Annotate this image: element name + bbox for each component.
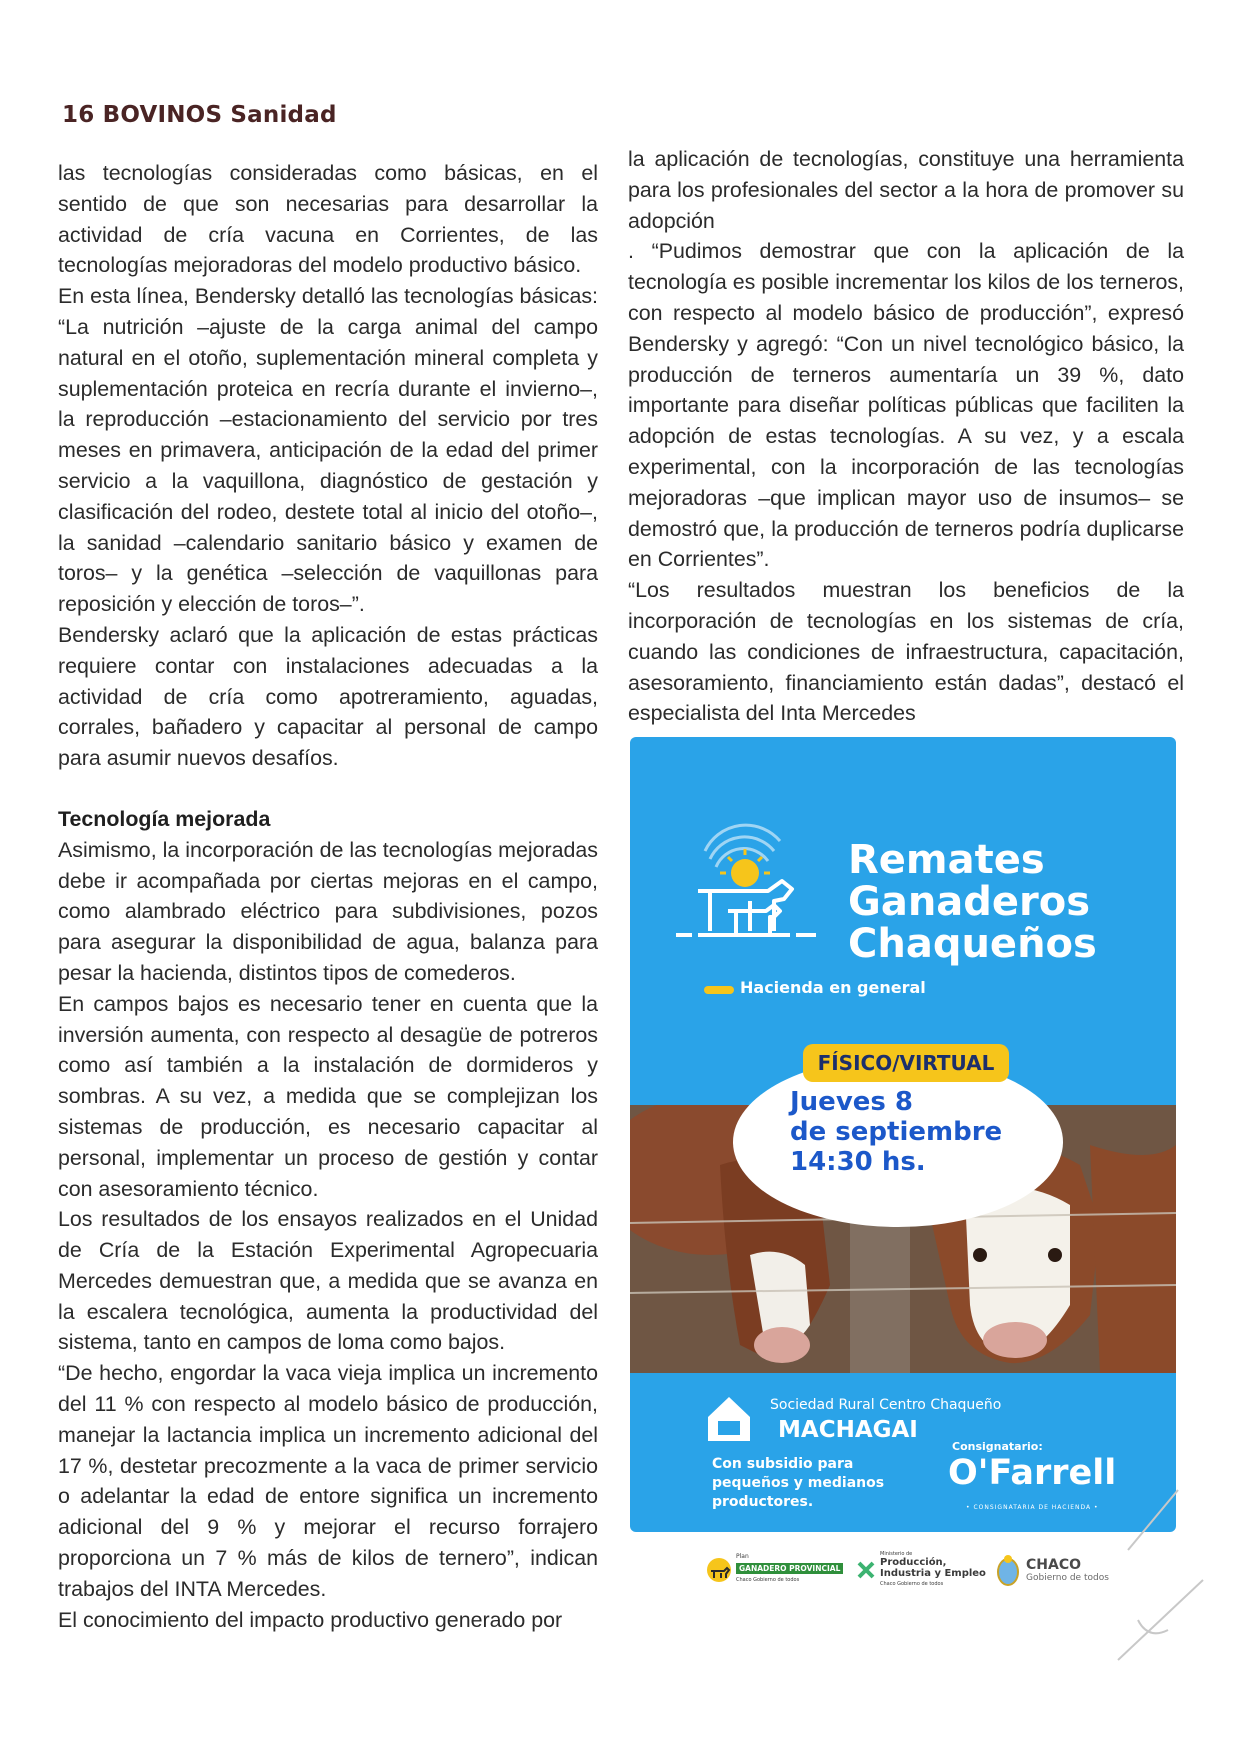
cow-logo-icon xyxy=(706,1557,732,1583)
x-logo-icon xyxy=(856,1560,876,1580)
poster-subtitle: Hacienda en general xyxy=(740,978,926,997)
paragraph: . “Pudimos demostrar que con la aplicación de la tecnología es posible incrementar los kilos de los terneros, con respecto al modelo básico de producción”, expresó Bendersky y agregó: “Con un nivel tecnológico básico, la producción de terneros aumentaría un 39 %, dato importante para diseñar políticas públicas que faciliten la adopción de estas tecnologías. A su vez, y a escala experimental, con la incorporación de las tecnologías mejoradoras –que implican mayor uso de insumos– se demostró que, la producción de terneros podría duplicarse en Corrientes”. xyxy=(628,239,1184,572)
society-logo-icon xyxy=(704,1391,754,1447)
sponsor-ministerio: Ministerio de Producción, Industria y Empleo Chaco Gobierno de todos xyxy=(856,1551,986,1591)
subtitle-pill xyxy=(704,986,734,994)
society-place: MACHAGAI xyxy=(778,1417,918,1443)
consignee-name: O'Farrell xyxy=(948,1453,1117,1493)
paragraph: “Los resultados muestran los beneficios de la incorporación de tecnologías en los sistemas de cría, cuando las condiciones de infraestructura, capacitación, asesoramiento, financiamiento están dadas”, destacó el especialista del Inta Mercedes xyxy=(628,578,1184,726)
sponsor-strip xyxy=(706,1551,1126,1591)
paragraph: las tecnologías consideradas como básicas, en el sentido de que son necesarias para desarrollar la actividad de cría vacuna en Corrientes, de las tecnologías mejoradoras del modelo productivo básico. xyxy=(58,161,598,278)
paragraph: la aplicación de tecnologías, constituye una herramienta para los profesionales del sector a la hora de promover su adopción xyxy=(628,147,1184,233)
society-name: Sociedad Rural Centro Chaqueño xyxy=(770,1397,1002,1413)
format-badge: FÍSICO/VIRTUAL xyxy=(803,1044,1009,1082)
paragraph: En campos bajos es necesario tener en cuenta que la inversión aumenta, con respecto al desagüe de potreros como así también a la instalación de dormideros y sombras. A su vez, a medida que se complejizan los sistemas de producción, es necesario capacitar al personal, implementar un proceso de gestión y contar con asesoramiento técnico. xyxy=(58,991,598,1201)
paragraph: “De hecho, engordar la vaca vieja implica un incremento del 11 % con respecto al modelo básico de producción, manejar la lactancia implica un incremento adicional del 17 %, destetar precozmente a la vaca de primer servicio o adelantar la edad de entore significa un incremento adicional del 9 % y mejorar el recurso forrajero proporciona un 7 % más de kilos de ternero”, indican trabajos del INTA Mercedes. xyxy=(58,1361,598,1601)
paragraph: En esta línea, Bendersky detalló las tecnologías básicas: “La nutrición –ajuste de la carga animal del campo natural en el otoño, suplementación mineral completa y suplementación proteica en recría durante el invierno–, la reproducción –estacionamiento del servicio por tres meses en primavera, anticipación de la edad del primer servicio a la vaquillona, diagnóstico de gestación y clasificación del rodeo, destete total al inicio del otoño–, la sanidad –calendario sanitario básico y examen de toros– y la genética –selección de vaquillonas para reposición y elección de toros–”. xyxy=(58,284,598,617)
event-date: Jueves 8 de septiembre 14:30 hs. xyxy=(790,1087,1003,1177)
subheading: Tecnología mejorada xyxy=(58,806,271,831)
decorative-lines-icon xyxy=(1108,1480,1208,1670)
sponsor-ganadero: Plan GANADERO PROVINCIAL Chaco Gobierno de todos xyxy=(706,1551,846,1591)
sun-cattle-icon xyxy=(670,811,820,961)
right-column xyxy=(628,144,1184,729)
paragraph: Bendersky aclaró que la aplicación de estas prácticas requiere contar con instalaciones adecuadas a la actividad de cría como apotreramiento, aguadas, corrales, bañadero y capacitar al personal de campo para asumir nuevos desafíos. xyxy=(58,622,598,771)
poster-title: Remates Ganaderos Chaqueños xyxy=(848,837,1097,967)
paragraph: Asimismo, la incorporación de las tecnologías mejoradas debe ir acompañada por ciertas mejoras en el campo, como alambrado eléctrico para subdivisiones, pozos para asegurar la disponibilidad de agua, balanza para pesar la hacienda, distintos tipos de comederos. xyxy=(58,837,598,985)
paragraph: El conocimiento del impacto productivo generado por xyxy=(58,1607,563,1632)
event-poster xyxy=(630,737,1176,1532)
coat-of-arms-icon xyxy=(996,1554,1020,1588)
consignee-tagline: • CONSIGNATARIA DE HACIENDA • xyxy=(966,1504,1099,1511)
subsidy-note: Con subsidio para pequeños y medianos productores. xyxy=(712,1456,885,1510)
consignee-label: Consignatario: xyxy=(952,1440,1043,1453)
section-header: 16 BOVINOS Sanidad xyxy=(62,102,337,128)
left-column xyxy=(58,158,598,1635)
paragraph: Los resultados de los ensayos realizados en el Unidad de Cría de la Estación Experimental Agropecuaria Mercedes demuestran que, a medida que se avanza en la escalera tecnológica, aumenta la productividad del sistema, tanto en campos de loma como bajos. xyxy=(58,1207,598,1355)
spacer xyxy=(58,774,598,804)
sponsor-chaco: CHACO Gobierno de todos xyxy=(996,1551,1126,1591)
